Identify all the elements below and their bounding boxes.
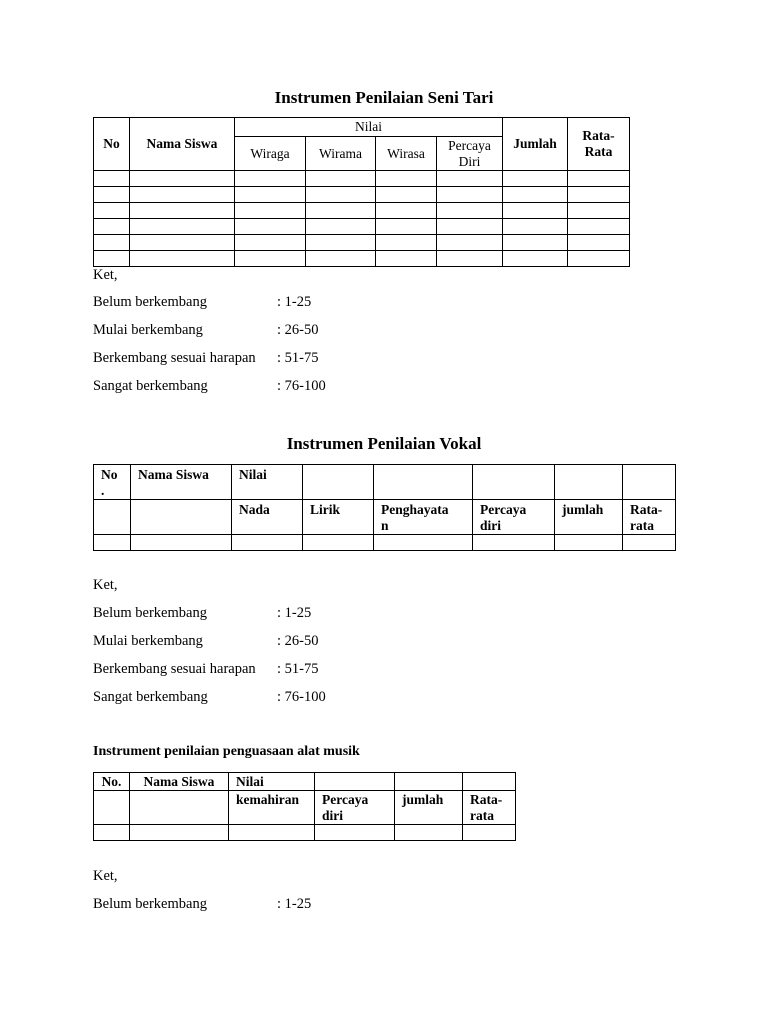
section1-title: Instrumen Penilaian Seni Tari xyxy=(274,88,494,107)
header-lirik: Lirik xyxy=(303,500,374,535)
header-jumlah: jumlah xyxy=(555,500,623,535)
ket-label: Mulai berkembang xyxy=(93,633,203,649)
header-percaya-line2: diri xyxy=(322,808,344,823)
header-no xyxy=(94,465,131,500)
ket-range: : 26-50 xyxy=(277,322,319,338)
header-rata-line1: Rata- xyxy=(470,792,503,807)
section1-ket-label: Ket, xyxy=(93,267,118,283)
header-nada: Nada xyxy=(232,500,303,535)
header-penghayatan xyxy=(374,500,473,535)
header-no: No xyxy=(94,118,130,171)
table-row xyxy=(94,219,630,235)
header-nama-siswa: Nama Siswa xyxy=(131,465,232,500)
header-percaya-diri xyxy=(315,791,395,825)
section2-title: Instrumen Penilaian Vokal xyxy=(286,434,482,453)
table-row xyxy=(94,187,630,203)
header-nilai: Nilai xyxy=(232,465,303,500)
section3-ket-label: Ket, xyxy=(93,868,118,884)
ket-range: : 51-75 xyxy=(277,661,319,677)
header-percaya-diri xyxy=(473,500,555,535)
header-penghayatan-line2: n xyxy=(381,518,389,533)
header-nilai: Nilai xyxy=(229,773,315,791)
ket-range: : 1-25 xyxy=(277,896,312,912)
header-rata-line1: Rata- xyxy=(582,128,615,143)
header-percaya-line1: Percaya xyxy=(480,502,527,517)
seni-tari-table xyxy=(93,117,630,267)
header-no-line1: No xyxy=(101,467,118,482)
ket-range: : 26-50 xyxy=(277,633,319,649)
vokal-table xyxy=(93,464,676,551)
section2-ket-label: Ket, xyxy=(93,577,118,593)
section3-title: Instrument penilaian penguasaan alat musik xyxy=(93,744,360,759)
ket-range: : 76-100 xyxy=(277,378,326,394)
ket-label: Mulai berkembang xyxy=(93,322,203,338)
ket-label: Berkembang sesuai harapan xyxy=(93,661,256,677)
header-jumlah: Jumlah xyxy=(503,118,568,171)
header-percaya-line2: Diri xyxy=(458,153,481,169)
header-nilai: Nilai xyxy=(235,118,503,137)
ket-label: Sangat berkembang xyxy=(93,689,208,705)
header-percaya-line1: Percaya xyxy=(322,792,369,807)
table-row xyxy=(94,251,630,267)
ket-label: Belum berkembang xyxy=(93,294,207,310)
ket-range: : 1-25 xyxy=(277,605,312,621)
ket-label: Berkembang sesuai harapan xyxy=(93,350,256,366)
table-row xyxy=(94,825,516,841)
header-nama-siswa: Nama Siswa xyxy=(130,773,229,791)
header-penghayatan-line1: Penghayata xyxy=(381,502,449,517)
header-kemahiran: kemahiran xyxy=(229,791,315,825)
table-row xyxy=(94,203,630,219)
header-percaya-line1: Percaya xyxy=(448,137,491,153)
ket-label: Sangat berkembang xyxy=(93,378,208,394)
header-wiraga: Wiraga xyxy=(235,137,306,171)
ket-range: : 1-25 xyxy=(277,294,312,310)
header-rata-line2: Rata xyxy=(584,144,613,159)
header-rata-rata xyxy=(568,118,630,171)
header-rata-rata xyxy=(463,791,516,825)
table-row xyxy=(94,535,676,551)
ket-label: Belum berkembang xyxy=(93,605,207,621)
header-no-line2: . xyxy=(101,483,105,498)
alat-musik-table xyxy=(93,772,516,841)
header-wirama: Wirama xyxy=(306,137,376,171)
header-percaya-diri xyxy=(437,137,503,171)
header-percaya-line2: diri xyxy=(480,518,502,533)
header-jumlah: jumlah xyxy=(395,791,463,825)
header-rata-line1: Rata- xyxy=(630,502,663,517)
table-row xyxy=(94,171,630,187)
header-rata-rata xyxy=(623,500,676,535)
header-wirasa: Wirasa xyxy=(376,137,437,171)
header-no: No. xyxy=(94,773,130,791)
ket-range: : 51-75 xyxy=(277,350,319,366)
ket-label: Belum berkembang xyxy=(93,896,207,912)
ket-range: : 76-100 xyxy=(277,689,326,705)
header-rata-line2: rata xyxy=(470,808,494,823)
header-nama-siswa: Nama Siswa xyxy=(130,118,235,171)
header-rata-line2: rata xyxy=(630,518,654,533)
table-row xyxy=(94,235,630,251)
